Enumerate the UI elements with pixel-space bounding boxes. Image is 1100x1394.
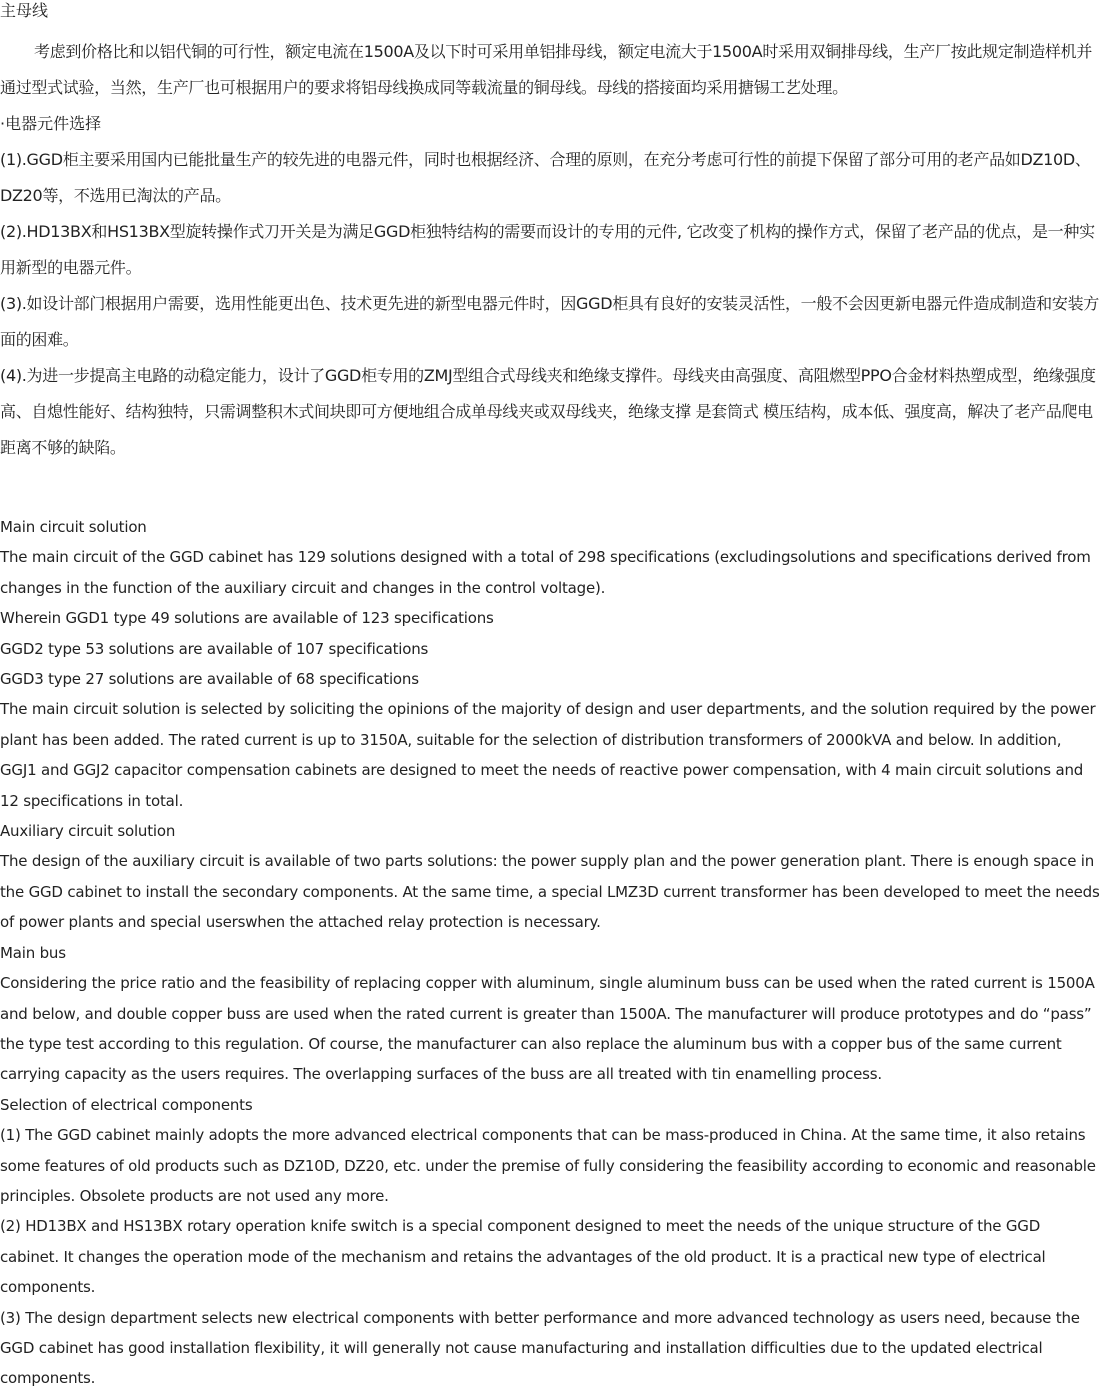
zh-component-item-2: (2).HD13BX和HS13BX型旋转操作式刀开关是为满足GGD柜独特结构的需要而设计的专用的元件, 它改变了机构的操作方式，保留了老产品的优点，是一种实用新型的电器元件。	[0, 222, 1095, 277]
en-aux-paragraph: The design of the auxiliary circuit is available of two parts solutions: the power supply plan and the power generation plant. There is enough space in the GGD cabinet to install the secondary components. At the same time, a special LMZ3D current transformer has been developed to meet the needs of power plants and special userswhen the attached relay protection is necessary.	[0, 852, 1100, 932]
zh-components-heading: ·电器元件选择	[0, 114, 102, 133]
zh-main-bus-heading: 主母线	[0, 1, 49, 20]
en-component-item-2: (2) HD13BX and HS13BX rotary operation knife switch is a special component designed to meet the needs of the unique structure of the GGD cabinet. It changes the operation mode of the mechanism and retains the advantages of the old product. It is a practical new type of electrical components.	[0, 1217, 1046, 1297]
section-spacer	[0, 466, 1100, 512]
en-component-item-1: (1) The GGD cabinet mainly adopts the more advanced electrical components that can be mass-produced in China. At the same time, it also retains some features of old products such as DZ10D, DZ20, etc. under the premise of fully considering the feasibility according to economic and reasonable principles. Obsolete products are not used any more.	[0, 1126, 1096, 1205]
en-main-circuit-intro: The main circuit of the GGD cabinet has 129 solutions designed with a total of 298 specifications (excludingsolutions and specifications derived from changes in the function of the auxiliary circuit and changes in the control voltage).	[0, 548, 1091, 597]
en-main-bus-heading: Main bus	[0, 943, 66, 962]
zh-section	[0, 0, 1100, 466]
en-ggd3-line: GGD3 type 27 solutions are available of 68 specifications	[0, 670, 419, 689]
zh-component-item-1: (1).GGD柜主要采用国内已能批量生产的较先进的电器元件，同时也根据经济、合理的原则，在充分考虑可行性的前提下保留了部分可用的老产品如DZ10D、DZ20等，不选用已淘汰的产品。	[0, 150, 1091, 205]
en-main-bus-paragraph: Considering the price ratio and the feasibility of replacing copper with aluminum, single aluminum buss can be used when the rated current is 1500A and below, and double copper buss are used when the rated current is greater than 1500A. The manufacturer will produce prototypes and do “pass” the type test according to this regulation. Of course, the manufacturer can also replace the aluminum bus with a copper bus of the same current carrying capacity as the users requires. The overlapping surfaces of the buss are all treated with tin enamelling process.	[0, 974, 1095, 1084]
en-ggd1-line: Wherein GGD1 type 49 solutions are available of 123 specifications	[0, 609, 494, 628]
en-aux-heading: Auxiliary circuit solution	[0, 822, 176, 841]
en-ggd2-line: GGD2 type 53 solutions are available of 107 specifications	[0, 639, 429, 658]
en-component-item-3: (3) The design department selects new electrical components with better performance and more advanced technology as users need, because the GGD cabinet has good installation flexibility, it will generally not cause manufacturing and installation difficulties due to the updated electrical components.	[0, 1308, 1080, 1388]
en-components-heading: Selection of electrical components	[0, 1095, 253, 1114]
en-section	[0, 512, 1100, 1394]
en-main-circuit-heading: Main circuit solution	[0, 518, 147, 536]
en-main-circuit-selection: The main circuit solution is selected by soliciting the opinions of the majority of design and user departments, and the solution required by the power plant has been added. The rated current is up to 3150A, suitable for the selection of distribution transformers of 2000kVA and below. In addition, GGJ1 and GGJ2 capacitor compensation cabinets are designed to meet the needs of reactive power compensation, with 4 main circuit solutions and 12 specifications in total.	[0, 700, 1096, 810]
zh-main-bus-paragraph: 考虑到价格比和以铝代铜的可行性，额定电流在1500A及以下时可采用单铝排母线，额定电流大于1500A时采用双铜排母线，生产厂按此规定制造样机并通过型式试验，当然，生产厂也可根据用户的要求将铝母线换成同等载流量的铜母线。母线的搭接面均采用搪锡工艺处理。	[0, 42, 1093, 97]
zh-component-item-4: (4).为进一步提高主电路的动稳定能力，设计了GGD柜专用的ZMJ型组合式母线夹和绝缘支撑件。母线夹由高强度、高阻燃型PPO合金材料热塑成型，绝缘强度高、自熄性能好、结构独特，只需调整积木式间块即可方便地组合成单母线夹或双母线夹，绝缘支撑 是套筒式 模压结构，成本低、强度高，解决了老产品爬电距离不够的缺陷。	[0, 366, 1096, 457]
zh-component-item-3: (3).如设计部门根据用户需要，选用性能更出色、技术更先进的新型电器元件时，因GGD柜具有良好的安装灵活性，一般不会因更新电器元件造成制造和安装方面的困难。	[0, 294, 1099, 349]
